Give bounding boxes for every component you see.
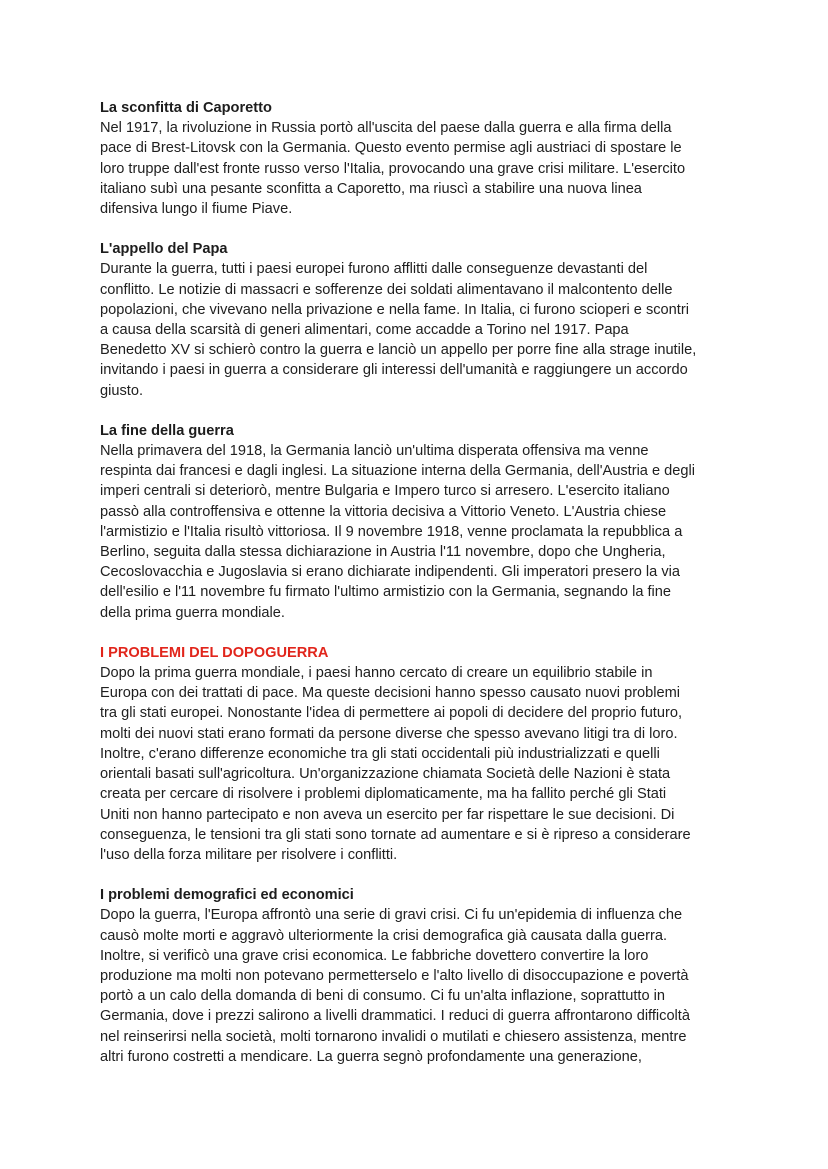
text-line: tra gli stati europei. Nonostante l'idea di permettere ai popoli di decidere del proprio futuro,: [100, 705, 683, 722]
section-appello-papa: [100, 239, 740, 401]
text-line: Germania, dove i prezzi salirono a livelli drammatici. I reduci di guerra affrontarono difficoltà: [100, 1008, 690, 1025]
section-paragraph: [100, 441, 740, 623]
text-line: causò molte morti e aggravò ulteriormente la crisi demografica già causata dalla guerra.: [100, 927, 668, 944]
text-line: Dopo la prima guerra mondiale, i paesi hanno cercato di creare un equilibrio stabile in: [100, 665, 653, 682]
text-line: produzione ma molti non potevano permetterselo e l'alto livello di disoccupazione e povertà: [100, 967, 689, 984]
text-line: creata per cercare di risolvere i problemi diplomaticamente, ma ha fallito perché gli Stati: [100, 786, 667, 803]
text-line: imperi centrali si deteriorò, mentre Bulgaria e Impero turco si arresero. L'esercito italiano: [100, 483, 670, 500]
text-line: nel reinserirsi nella società, molti tornarono invalidi o mutilati e chiesero assistenza, mentre: [100, 1028, 687, 1045]
text-line: passò alla controffensiva e ottenne la vittoria decisiva a Vittorio Veneto. L'Austria chiese: [100, 503, 667, 520]
document-content: [100, 98, 740, 1087]
text-line: Uniti non hanno partecipato e non aveva un esercito per far rispettare le sue decisioni. Di: [100, 806, 675, 823]
major-section-heading: I PROBLEMI DEL DOPOGUERRA: [100, 644, 329, 661]
text-line: Nel 1917, la rivoluzione in Russia portò all'uscita del paese dalla guerra e alla firma della: [100, 120, 672, 137]
text-line: loro truppe dall'est fronte russo verso l'Italia, provocando una grave crisi militare. L'esercito: [100, 160, 686, 177]
text-line: pace di Brest-Litovsk con la Germania. Questo evento permise agli austriaci di spostare le: [100, 140, 682, 157]
section-heading: La fine della guerra: [100, 422, 234, 439]
text-line: portò a un calo della domanda di beni di consumo. Ci fu un'alta inflazione, soprattutto in: [100, 988, 666, 1005]
text-line: invitando i paesi in guerra a considerare gli interessi dell'umanità e raggiungere un accordo: [100, 362, 688, 379]
text-line: popolazioni, che vivevano nella privazione e nella fame. In Italia, ci furono scioperi e scontri: [100, 301, 689, 318]
section-caporetto: [100, 98, 740, 219]
text-line: Dopo la guerra, l'Europa affrontò una serie di gravi crisi. Ci fu un'epidemia di influenza che: [100, 907, 683, 924]
text-line: giusto.: [100, 382, 143, 399]
section-paragraph: [100, 118, 740, 219]
text-line: della prima guerra mondiale.: [100, 604, 285, 621]
section-problemi-dopoguerra: [100, 643, 740, 865]
text-line: Nella primavera del 1918, la Germania lanciò un'ultima disperata offensiva ma venne: [100, 443, 649, 460]
text-line: Inoltre, si verificò una grave crisi economica. Le fabbriche dovettero convertire la loro: [100, 947, 649, 964]
section-heading: L'appello del Papa: [100, 241, 228, 258]
section-paragraph: [100, 259, 740, 400]
text-line: Berlino, seguita dalla stessa dichiarazione in Austria l'11 novembre, dopo che Ungheria,: [100, 544, 666, 561]
text-line: conflitto. Le notizie di massacri e sofferenze dei soldati alimentavano il malcontento delle: [100, 281, 673, 298]
text-line: l'uso della forza militare per risolvere i conflitti.: [100, 846, 398, 863]
section-paragraph: [100, 905, 740, 1067]
text-line: conseguenza, le tensioni tra gli stati sono tornate ad aumentare e si è ripreso a considerare: [100, 826, 691, 843]
text-line: altri furono costretti a mendicare. La guerra segnò profondamente una generazione,: [100, 1048, 642, 1065]
section-paragraph: [100, 663, 740, 865]
text-line: Benedetto XV si schierò contro la guerra e lanciò un appello per porre fine alla strage inutile,: [100, 342, 697, 359]
text-line: Europa con dei trattati di pace. Ma queste decisioni hanno spesso causato nuovi problemi: [100, 685, 681, 702]
text-line: Durante la guerra, tutti i paesi europei furono afflitti dalle conseguenze devastanti del: [100, 261, 648, 278]
section-fine-guerra: [100, 421, 740, 623]
section-heading: La sconfitta di Caporetto: [100, 100, 272, 116]
text-line: italiano subì una pesante sconfitta a Caporetto, ma riuscì a stabilire una nuova linea: [100, 180, 642, 197]
text-line: Inoltre, c'erano differenze economiche tra gli stati occidentali più industrializzati e quelli: [100, 745, 660, 762]
text-line: l'armistizio e l'Italia risultò vittoriosa. Il 9 novembre 1918, venne proclamata la repubblica a: [100, 523, 683, 540]
text-line: dell'esilio e l'11 novembre fu firmato l'ultimo armistizio con la Germania, segnando la fine: [100, 584, 672, 601]
text-line: molti dei nuovi stati erano formati da persone diverse che spesso avevano litigi tra di loro.: [100, 725, 678, 742]
text-line: respinta dai francesi e dagli inglesi. La situazione interna della Germania, dell'Austria e degli: [100, 463, 695, 480]
text-line: difensiva lungo il fiume Piave.: [100, 201, 293, 218]
section-problemi-demografici: [100, 885, 740, 1067]
section-heading: I problemi demografici ed economici: [100, 887, 354, 904]
text-line: a causa della scarsità di generi alimentari, come accadde a Torino nel 1917. Papa: [100, 322, 629, 339]
text-line: orientali basati sull'agricoltura. Un'organizzazione chiamata Società delle Nazioni è stata: [100, 766, 671, 783]
text-line: Cecoslovacchia e Jugoslavia si erano dichiarate indipendenti. Gli imperatori presero la via: [100, 564, 681, 581]
